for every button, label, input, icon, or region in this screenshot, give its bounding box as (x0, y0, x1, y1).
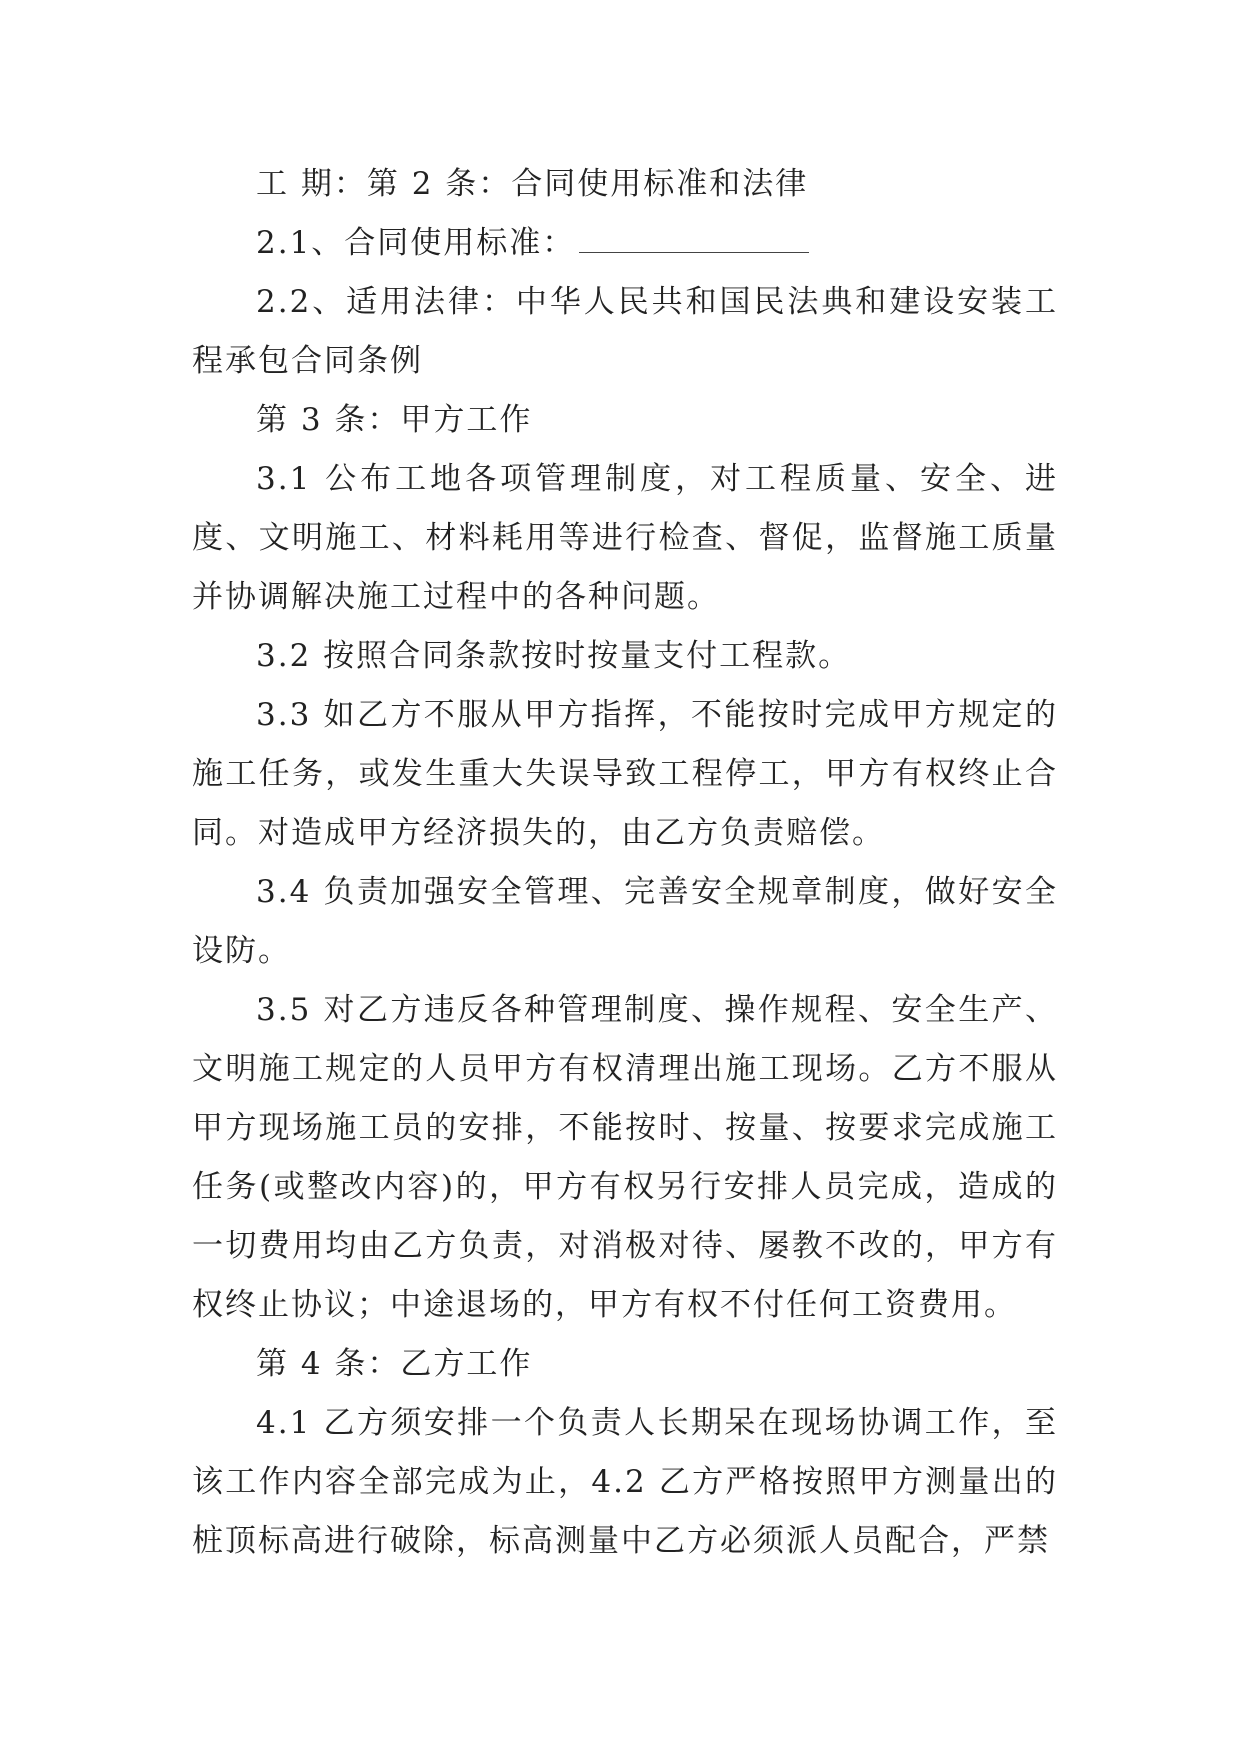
paragraph-term-4-heading: 第 4 条：乙方工作 (256, 1346, 533, 1382)
paragraph-2-1-text: 2.1、合同使用标准： (256, 225, 576, 261)
paragraph-term-3-heading: 第 3 条：甲方工作 (256, 402, 533, 438)
paragraph-4-1: 4.1 乙方须安排一个负责人长期呆在现场协调工作，至该工作内容全部完成为止，4.2 乙方严格按照甲方测量出的桩顶标高进行破除，标高测量中乙方必须派人员配合，严禁 (192, 1405, 1058, 1559)
paragraph-3-2: 3.2 按照合同条款按时按量支付工程款。 (256, 638, 852, 674)
paragraph-3-1: 3.1 公布工地各项管理制度，对工程质量、安全、进度、文明施工、材料耗用等进行检查、督促，监督施工质量并协调解决施工过程中的各种问题。 (192, 461, 1058, 615)
document-body (192, 155, 1058, 1571)
paragraph-2-1 (192, 214, 1058, 273)
paragraph-2-2: 2.2、适用法律：中华人民共和国民法典和建设安装工程承包合同条例 (192, 284, 1058, 379)
paragraph-3-3: 3.3 如乙方不服从甲方指挥，不能按时完成甲方规定的施工任务，或发生重大失误导致工程停工，甲方有权终止合同。对造成甲方经济损失的，由乙方负责赔偿。 (192, 697, 1058, 851)
paragraph-term-2-heading: 工 期：第 2 条：合同使用标准和法律 (256, 166, 809, 202)
paragraph-3-4: 3.4 负责加强安全管理、完善安全规章制度，做好安全设防。 (192, 874, 1058, 969)
paragraph-3-5: 3.5 对乙方违反各种管理制度、操作规程、安全生产、文明施工规定的人员甲方有权清理出施工现场。乙方不服从甲方现场施工员的安排，不能按时、按量、按要求完成施工任务(或整改内容)的，甲方有权另行安排人员完成，造成的一切费用均由乙方负责，对消极对待、屡教不改的，甲方有权终止协议；中途退场的，甲方有权不付任何工资费用。 (192, 992, 1058, 1323)
fill-in-blank-line (579, 218, 809, 253)
